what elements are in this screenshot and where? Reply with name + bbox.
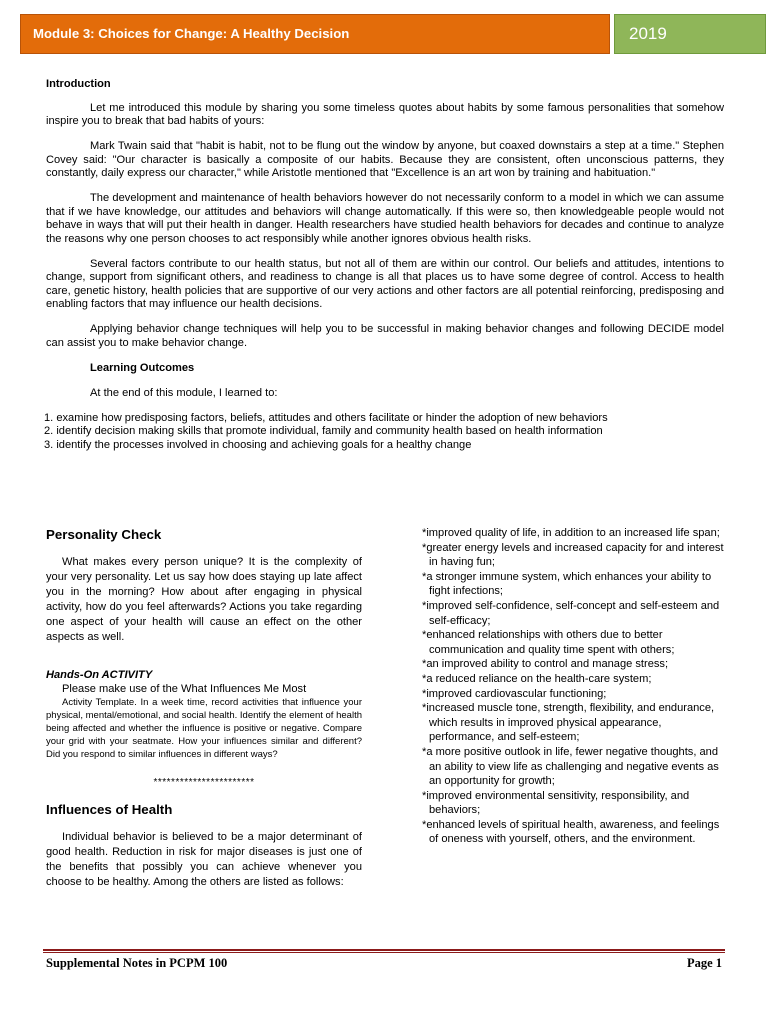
list-item: *improved self-confidence, self-concept and self-esteem and self-efficacy; bbox=[422, 599, 720, 627]
footer-rule bbox=[43, 949, 725, 951]
benefits-list bbox=[422, 526, 728, 847]
module-year: 2019 bbox=[614, 14, 766, 54]
left-column bbox=[46, 527, 362, 890]
learning-outcomes-intro: At the end of this module, I learned to: bbox=[90, 386, 278, 399]
list-item: *improved cardiovascular functioning; bbox=[422, 687, 607, 700]
introduction-heading: Introduction bbox=[46, 78, 111, 90]
influences-paragraph: Individual behavior is believed to be a major determinant of good health. Reduction in risk for major diseases is just one of the benefits that possibly you can achieve whenever you choose to be healthy. Among the others are listed as follows: bbox=[46, 830, 362, 888]
hands-on-lead: Please make use of the What Influences Me Most bbox=[62, 682, 307, 695]
personality-check-title: Personality Check bbox=[46, 527, 162, 542]
footer-rule-thin bbox=[43, 952, 725, 953]
intro-paragraph: Several factors contribute to our health status, but not all of them are within our control. Our beliefs and attitudes, intentions to change, support from significant others, and readiness to change is all that places us to have some degree of control. Access to health care, genetic history, health policies that are supportive of our very actions and other factors are all potential reinforcing, predisposing and enabling factors that may influence our health decisions. bbox=[46, 257, 724, 310]
list-item: *increased muscle tone, strength, flexibility, and endurance, which results in improved physical appearance, performance, and self-esteem; bbox=[422, 702, 715, 744]
influences-title: Influences of Health bbox=[46, 801, 173, 817]
intro-paragraph: Let me introduced this module by sharing you some timeless quotes about habits by some famous personalities that somehow inspire you to break that bad habits of yours: bbox=[46, 101, 724, 127]
list-item: 1. examine how predisposing factors, beliefs, attitudes and others facilitate or hinder the adoption of new behaviors bbox=[44, 411, 608, 424]
list-item: *an improved ability to control and manage stress; bbox=[422, 658, 669, 671]
list-item: *improved quality of life, in addition to an increased life span; bbox=[422, 527, 720, 539]
intro-paragraph: The development and maintenance of health behaviors however do not necessarily conform to a model in which we can assume that if we have knowledge, our attitudes and behaviors will change automatically. If this were so, then knowledgeable people would not behave in ways that will put their health in danger. Health researchers have studied health behaviors for decades and continue to analyze the reasons why one person chooses to act responsibly while another ignores obvious health risks. bbox=[46, 192, 724, 245]
separator: *********************** bbox=[153, 776, 255, 788]
list-item: 3. identify the processes involved in choosing and achieving goals for a healthy change bbox=[44, 438, 472, 451]
intro-paragraph: Applying behavior change techniques will help you to be successful in making behavior changes and following DECIDE model can assist you to make behavior change. bbox=[46, 323, 724, 349]
list-item: *a more positive outlook in life, fewer negative thoughts, and an ability to view life as challenging and negative events as an opportunity for growth; bbox=[422, 745, 719, 788]
list-item: *greater energy levels and increased capacity for and interest in having fun; bbox=[422, 541, 724, 569]
hands-on-title: Hands-On ACTIVITY bbox=[46, 668, 153, 681]
learning-outcomes-list bbox=[44, 412, 722, 453]
footer-notes-label: Supplemental Notes in PCPM 100 bbox=[46, 956, 228, 970]
hands-on-body: Activity Template. In a week time, record activities that influence your physical, mental/emotional, and social health. Identify the element of health being affected and whether the influence is positive or negative. Compare your grid with your seatmate. How your influences similar and different? Did you respond to similar influences in different ways? bbox=[46, 696, 362, 760]
list-item: *a stronger immune system, which enhances your ability to fight infections; bbox=[422, 570, 712, 598]
learning-outcomes bbox=[46, 362, 724, 453]
list-item: 2. identify decision making skills that promote individual, family and community health based on health information bbox=[44, 425, 603, 437]
module-title: Module 3: Choices for Change: A Healthy Decision bbox=[20, 14, 610, 54]
intro-paragraph: Mark Twain said that "habit is habit, not to be flung out the window by anyone, but coaxed downstairs a step at a time." Stephen Covey said: "Our character is basically a composite of our habits. Because they are consistent, often unconscious patterns, they constantly, daily express our character," while Aristotle mentioned that "Excellence is an art won by training and habituation." bbox=[46, 140, 724, 179]
list-item: *a reduced reliance on the health-care system; bbox=[422, 672, 652, 685]
page-header bbox=[20, 14, 746, 54]
list-item: *enhanced relationships with others due to better communication and quality time spent with others; bbox=[422, 629, 675, 656]
introduction-section bbox=[46, 78, 724, 452]
benefits-column bbox=[422, 526, 728, 847]
personality-paragraph: What makes every person unique? It is the complexity of your very personality. Let us say how does staying up late affect you in the morning? How about after engaging in physical activity, how do you feel afterwards? Actions you take regarding one aspect of your health will cause an effect on the other aspects as well. bbox=[46, 556, 362, 644]
list-item: *improved environmental sensitivity, responsibility, and behaviors; bbox=[422, 789, 690, 817]
learning-outcomes-title: Learning Outcomes bbox=[90, 361, 195, 374]
page-number: Page 1 bbox=[686, 956, 722, 970]
list-item: *enhanced levels of spiritual health, awareness, and feelings of oneness with yourself, others, and the environment. bbox=[422, 818, 720, 846]
